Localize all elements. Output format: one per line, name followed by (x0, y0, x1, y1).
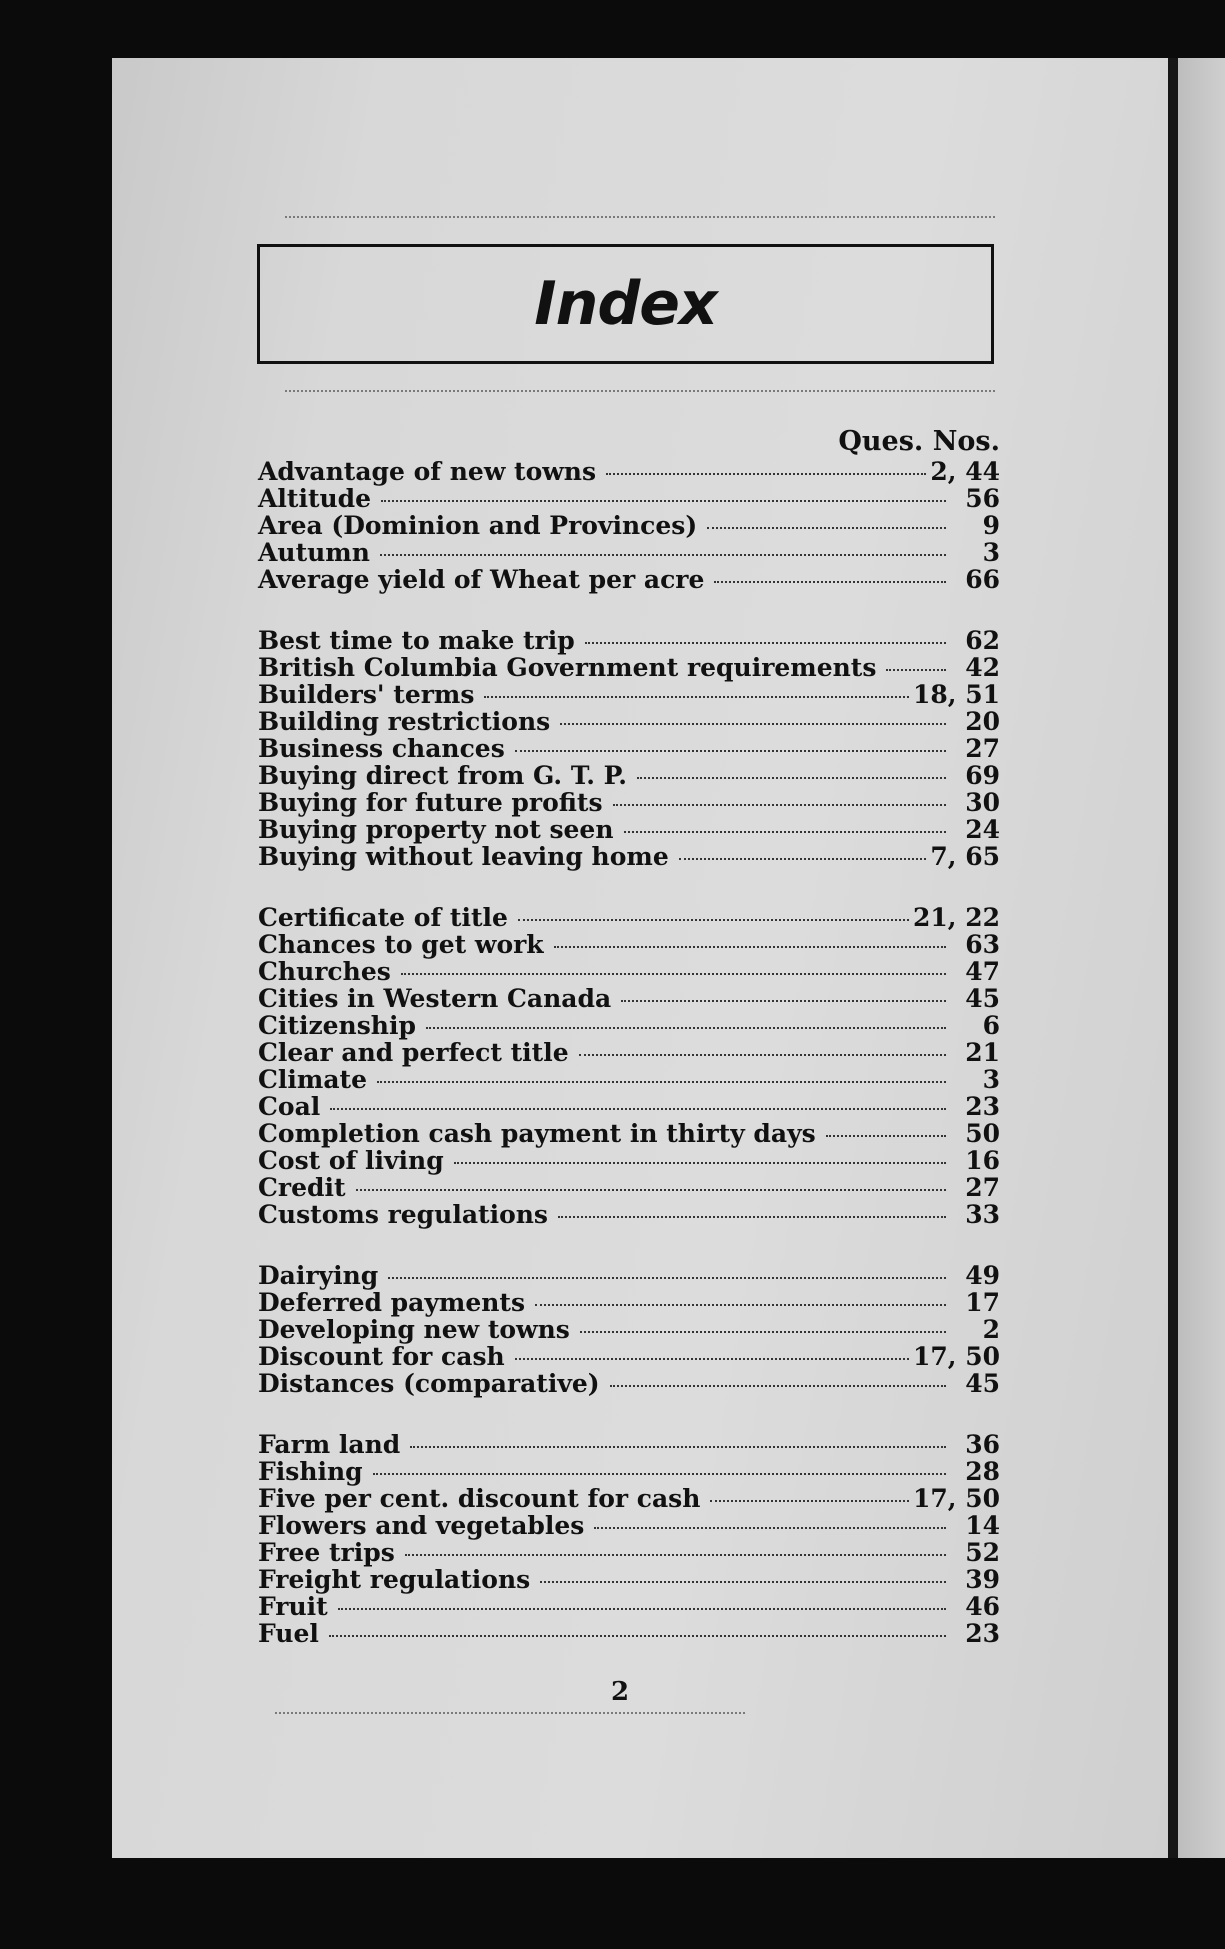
bottom-rule (275, 1712, 745, 1714)
index-entry (258, 1289, 1000, 1316)
question-numbers: 39 (965, 1565, 1000, 1594)
index-entry (258, 735, 1000, 762)
index-group (258, 904, 1000, 1228)
question-numbers: 46 (965, 1592, 1000, 1621)
index-group (258, 1262, 1000, 1397)
index-term: Building restrictions (258, 707, 551, 736)
index-term: British Columbia Government requirements (258, 653, 877, 682)
title-box (257, 244, 994, 364)
index-entry (258, 816, 1000, 843)
index-entry (258, 1620, 1000, 1647)
question-numbers: 3 (982, 538, 1000, 567)
question-numbers: 33 (965, 1200, 1000, 1229)
index-term: Business chances (258, 734, 505, 763)
question-numbers: 56 (965, 484, 1000, 513)
index-entry (258, 1431, 1000, 1458)
index-term: Citizenship (258, 1011, 416, 1040)
question-numbers: 50 (965, 1119, 1000, 1148)
dot-leader (515, 1358, 909, 1360)
index-entry (258, 1316, 1000, 1343)
index-term: Flowers and vegetables (258, 1511, 585, 1540)
dot-leader (484, 696, 909, 698)
index-term: Free trips (258, 1538, 395, 1567)
dot-leader (707, 527, 946, 529)
index-entry (258, 512, 1000, 539)
dot-leader (377, 1081, 946, 1083)
question-numbers: 17, 50 (913, 1342, 1000, 1371)
question-numbers: 21 (965, 1038, 1000, 1067)
dot-leader (401, 973, 946, 975)
index-term: Buying direct from G. T. P. (258, 761, 627, 790)
question-numbers: 17, 50 (913, 1484, 1000, 1513)
index-term: Advantage of new towns (258, 457, 597, 486)
index-term: Builders' terms (258, 680, 475, 709)
index-term: Dairying (258, 1261, 379, 1290)
index-term: Fruit (258, 1592, 328, 1621)
question-numbers: 16 (965, 1146, 1000, 1175)
dot-leader (405, 1554, 946, 1556)
dot-leader (356, 1189, 947, 1191)
index-group (258, 458, 1000, 593)
index-entry (258, 1066, 1000, 1093)
index-entry (258, 1458, 1000, 1485)
index-term: Chances to get work (258, 930, 544, 959)
dot-leader (579, 1054, 946, 1056)
index-term: Freight regulations (258, 1565, 531, 1594)
dot-leader (518, 919, 909, 921)
question-numbers: 36 (965, 1430, 1000, 1459)
dot-leader (560, 723, 946, 725)
index-term: Customs regulations (258, 1200, 549, 1229)
index-term: Cost of living (258, 1146, 444, 1175)
question-numbers: 3 (982, 1065, 1000, 1094)
index-term: Churches (258, 957, 391, 986)
index-term: Climate (258, 1065, 367, 1094)
question-numbers: 30 (965, 788, 1000, 817)
index-entry (258, 1262, 1000, 1289)
question-numbers: 2, 44 (930, 457, 1000, 486)
index-term: Developing new towns (258, 1315, 570, 1344)
index-term: Altitude (258, 484, 372, 513)
index-term: Coal (258, 1092, 321, 1121)
index-entry (258, 931, 1000, 958)
question-numbers: 45 (965, 1369, 1000, 1398)
index-entry (258, 762, 1000, 789)
dot-leader (585, 642, 946, 644)
question-numbers: 20 (965, 707, 1000, 736)
index-entry (258, 539, 1000, 566)
question-numbers: 62 (965, 626, 1000, 655)
index-entry (258, 1539, 1000, 1566)
index-entry (258, 458, 1000, 485)
dot-leader (410, 1446, 946, 1448)
question-numbers: 27 (965, 734, 1000, 763)
dot-leader (621, 1000, 946, 1002)
index-entry (258, 1012, 1000, 1039)
index-term: Buying for future profits (258, 788, 603, 817)
dot-leader (610, 1385, 946, 1387)
dot-leader (373, 1473, 946, 1475)
page-number: 2 (610, 1677, 630, 1707)
index-entry (258, 681, 1000, 708)
page-title: Index (534, 269, 717, 339)
index-term: Deferred payments (258, 1288, 526, 1317)
question-numbers: 17 (965, 1288, 1000, 1317)
dot-leader (679, 858, 927, 860)
index-term: Fishing (258, 1457, 363, 1486)
question-numbers: 2 (982, 1315, 1000, 1344)
index-entry (258, 485, 1000, 512)
dot-leader (454, 1162, 946, 1164)
page-gutter (1168, 58, 1178, 1858)
dot-leader (714, 581, 946, 583)
dot-leader (554, 946, 946, 948)
dot-leader (826, 1135, 946, 1137)
question-numbers: 9 (982, 511, 1000, 540)
top-rule (285, 216, 995, 218)
dot-leader (580, 1331, 946, 1333)
index-entry (258, 1370, 1000, 1397)
question-numbers: 42 (965, 653, 1000, 682)
dot-leader (613, 804, 946, 806)
question-numbers: 52 (965, 1538, 1000, 1567)
index-term: Best time to make trip (258, 626, 575, 655)
question-numbers: 49 (965, 1261, 1000, 1290)
index-entry (258, 958, 1000, 985)
index-term: Area (Dominion and Provinces) (258, 511, 698, 540)
index-entry (258, 985, 1000, 1012)
index-term: Average yield of Wheat per acre (258, 565, 705, 594)
question-numbers: 23 (965, 1092, 1000, 1121)
index-term: Buying property not seen (258, 815, 614, 844)
dot-leader (388, 1277, 946, 1279)
dot-leader (606, 473, 926, 475)
question-numbers: 66 (965, 565, 1000, 594)
dot-leader (540, 1581, 946, 1583)
index-entry (258, 1201, 1000, 1228)
dot-leader (710, 1500, 909, 1502)
dot-leader (330, 1108, 946, 1110)
index-term: Buying without leaving home (258, 842, 669, 871)
index-entry (258, 566, 1000, 593)
index-term: Credit (258, 1173, 346, 1202)
index-entry (258, 1174, 1000, 1201)
index-entry (258, 843, 1000, 870)
question-numbers: 21, 22 (913, 903, 1000, 932)
index-entry (258, 627, 1000, 654)
index-entry (258, 1093, 1000, 1120)
index-entry (258, 1343, 1000, 1370)
index-group (258, 1431, 1000, 1647)
question-numbers: 18, 51 (913, 680, 1000, 709)
question-numbers: 45 (965, 984, 1000, 1013)
index-term: Fuel (258, 1619, 319, 1648)
dot-leader (535, 1304, 946, 1306)
question-numbers: 69 (965, 761, 1000, 790)
dot-leader (329, 1635, 946, 1637)
title-underline-rule (285, 390, 995, 392)
index-term: Cities in Western Canada (258, 984, 612, 1013)
question-numbers: 23 (965, 1619, 1000, 1648)
index-entry (258, 1039, 1000, 1066)
index-entry (258, 1485, 1000, 1512)
dot-leader (426, 1027, 946, 1029)
column-header: Ques. Nos. (838, 426, 1000, 457)
dot-leader (515, 750, 946, 752)
index-term: Farm land (258, 1430, 401, 1459)
index-entry (258, 708, 1000, 735)
dot-leader (624, 831, 946, 833)
index-term: Autumn (258, 538, 370, 567)
dot-leader (594, 1527, 946, 1529)
index-term: Discount for cash (258, 1342, 505, 1371)
question-numbers: 14 (965, 1511, 1000, 1540)
question-numbers: 28 (965, 1457, 1000, 1486)
index-list (258, 458, 1000, 1681)
index-entry (258, 1512, 1000, 1539)
index-entry (258, 654, 1000, 681)
question-numbers: 27 (965, 1173, 1000, 1202)
dot-leader (886, 669, 946, 671)
dot-leader (637, 777, 946, 779)
facing-page-edge (1178, 58, 1225, 1858)
index-term: Certificate of title (258, 903, 508, 932)
index-entry (258, 789, 1000, 816)
dot-leader (558, 1216, 946, 1218)
dot-leader (381, 500, 946, 502)
index-entry (258, 1120, 1000, 1147)
question-numbers: 63 (965, 930, 1000, 959)
index-term: Five per cent. discount for cash (258, 1484, 701, 1513)
index-group (258, 627, 1000, 870)
question-numbers: 24 (965, 815, 1000, 844)
index-entry (258, 1147, 1000, 1174)
dot-leader (338, 1608, 946, 1610)
index-entry (258, 1593, 1000, 1620)
question-numbers: 6 (982, 1011, 1000, 1040)
index-term: Completion cash payment in thirty days (258, 1119, 816, 1148)
index-entry (258, 1566, 1000, 1593)
question-numbers: 7, 65 (930, 842, 1000, 871)
question-numbers: 47 (965, 957, 1000, 986)
dot-leader (380, 554, 946, 556)
index-term: Distances (comparative) (258, 1369, 600, 1398)
index-entry (258, 904, 1000, 931)
index-term: Clear and perfect title (258, 1038, 569, 1067)
